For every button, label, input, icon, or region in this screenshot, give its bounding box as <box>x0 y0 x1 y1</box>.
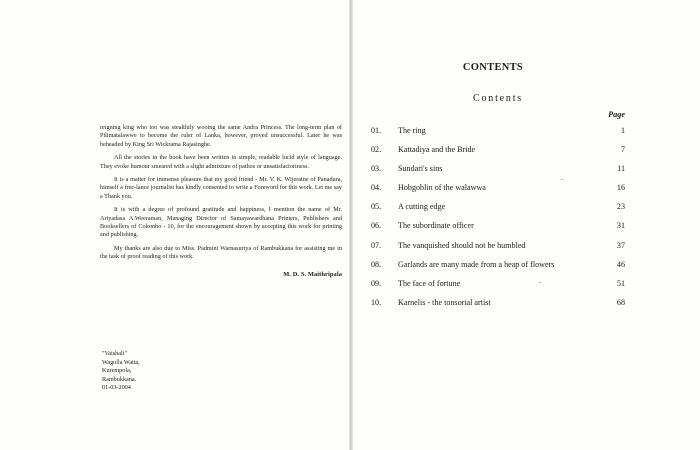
right-page <box>353 0 700 450</box>
toc-page: 46 <box>616 259 625 269</box>
toc-page: 68 <box>616 297 625 307</box>
address-line: Rambukkana. <box>102 375 137 383</box>
toc-page: 31 <box>616 221 625 231</box>
address-date: 01-03-2004 <box>102 384 131 392</box>
toc-entry[interactable] <box>371 221 625 240</box>
toc-number: 08. <box>371 259 382 269</box>
author-address <box>102 350 232 393</box>
toc-entry[interactable] <box>371 183 625 202</box>
toc-title: Garlands are many made from a heap of flowers <box>398 259 555 269</box>
toc-title: The face of fortune <box>398 278 461 288</box>
address-line: "Vaishali" <box>102 350 127 357</box>
paragraph: All the stories in the book have been written in simple, readable lucid style of language. They evoke humour smeared with a slight admixture of pathos or unsatisfactoriness. <box>100 154 342 170</box>
paragraph: reigning king who too was stealthily wooing the same Andra Princess. The long-term plan of Pilimatalawwe to become the ruler of Lanka, however, proved unsuccessful. Later he was beheaded by King Sri Wickrama Rajasinghe. <box>100 124 342 148</box>
toc-page: 51 <box>616 278 625 288</box>
page-column-label: Page <box>608 110 625 119</box>
toc-number: 10. <box>371 297 382 307</box>
toc-number: 09. <box>371 278 382 288</box>
paragraph: It is a matter for immense pleasure that my good friend - Mr. V. K. Wijeratne of Panadura, himself a free-lance journalist has kindly consented to write a Foreword for this work. Let me say a Thank you. <box>100 176 342 200</box>
paper-speck <box>561 179 563 180</box>
toc-page: 37 <box>616 240 625 250</box>
toc-number: 05. <box>371 202 382 212</box>
toc-page: 11 <box>617 164 625 174</box>
author-signature: M. D. S. Maithripala <box>283 270 342 278</box>
paragraph: My thanks are also due to Miss. Padmini Warnasuriya of Rambukkana for assisting me in the task of proof reading of this work. <box>100 244 342 261</box>
toc-entry[interactable] <box>371 298 625 317</box>
toc-page: 1 <box>620 126 625 135</box>
toc-title: The ring <box>398 126 426 135</box>
toc-title: Kattadiya and the Bride <box>398 145 476 155</box>
paragraph: It is with a degree of profound gratitude and happiness, I mention the name of Mr. Ariyadasa A.Weeraman, Managing Director of Samayawardhana Printers, Publishers and Booksellers of Colombo - 10, for the encouragement shown by accepting this work for printing and publishing. <box>100 206 342 239</box>
toc-title: Karnelis - the tonsorial artist <box>398 297 491 307</box>
toc-entry[interactable] <box>371 164 625 183</box>
toc-page: 23 <box>616 202 625 212</box>
toc-entry[interactable] <box>371 145 625 164</box>
toc-title: The vanquished should not be humbled <box>398 240 526 250</box>
toc-page: 16 <box>616 183 625 193</box>
toc-entry[interactable] <box>371 126 625 145</box>
toc-entry[interactable] <box>371 241 625 260</box>
toc-page: 7 <box>620 145 625 155</box>
address-line: Wagolla Watta, <box>102 358 140 366</box>
toc-number: 04. <box>371 183 382 193</box>
toc-number: 06. <box>371 221 382 231</box>
toc-title: Hobgoblin of the walawwa <box>398 183 486 193</box>
address-line: Kurempola, <box>102 367 132 375</box>
toc-title: Sundari's sins <box>398 164 443 174</box>
toc-entry[interactable] <box>371 279 625 298</box>
left-page <box>0 0 349 450</box>
toc-number: 01. <box>371 126 382 135</box>
toc-entry[interactable] <box>371 202 625 221</box>
table-of-contents <box>371 126 625 317</box>
toc-number: 02. <box>371 145 382 155</box>
foreword-text <box>100 124 342 278</box>
toc-entry[interactable] <box>371 260 625 279</box>
toc-number: 07. <box>371 240 382 250</box>
toc-number: 03. <box>371 164 382 174</box>
toc-title: The subordinate officer <box>398 221 474 231</box>
contents-subheading: Contents <box>473 93 523 104</box>
contents-heading: CONTENTS <box>462 62 524 73</box>
toc-title: A cutting edge <box>398 202 446 212</box>
paper-speck <box>539 282 541 283</box>
